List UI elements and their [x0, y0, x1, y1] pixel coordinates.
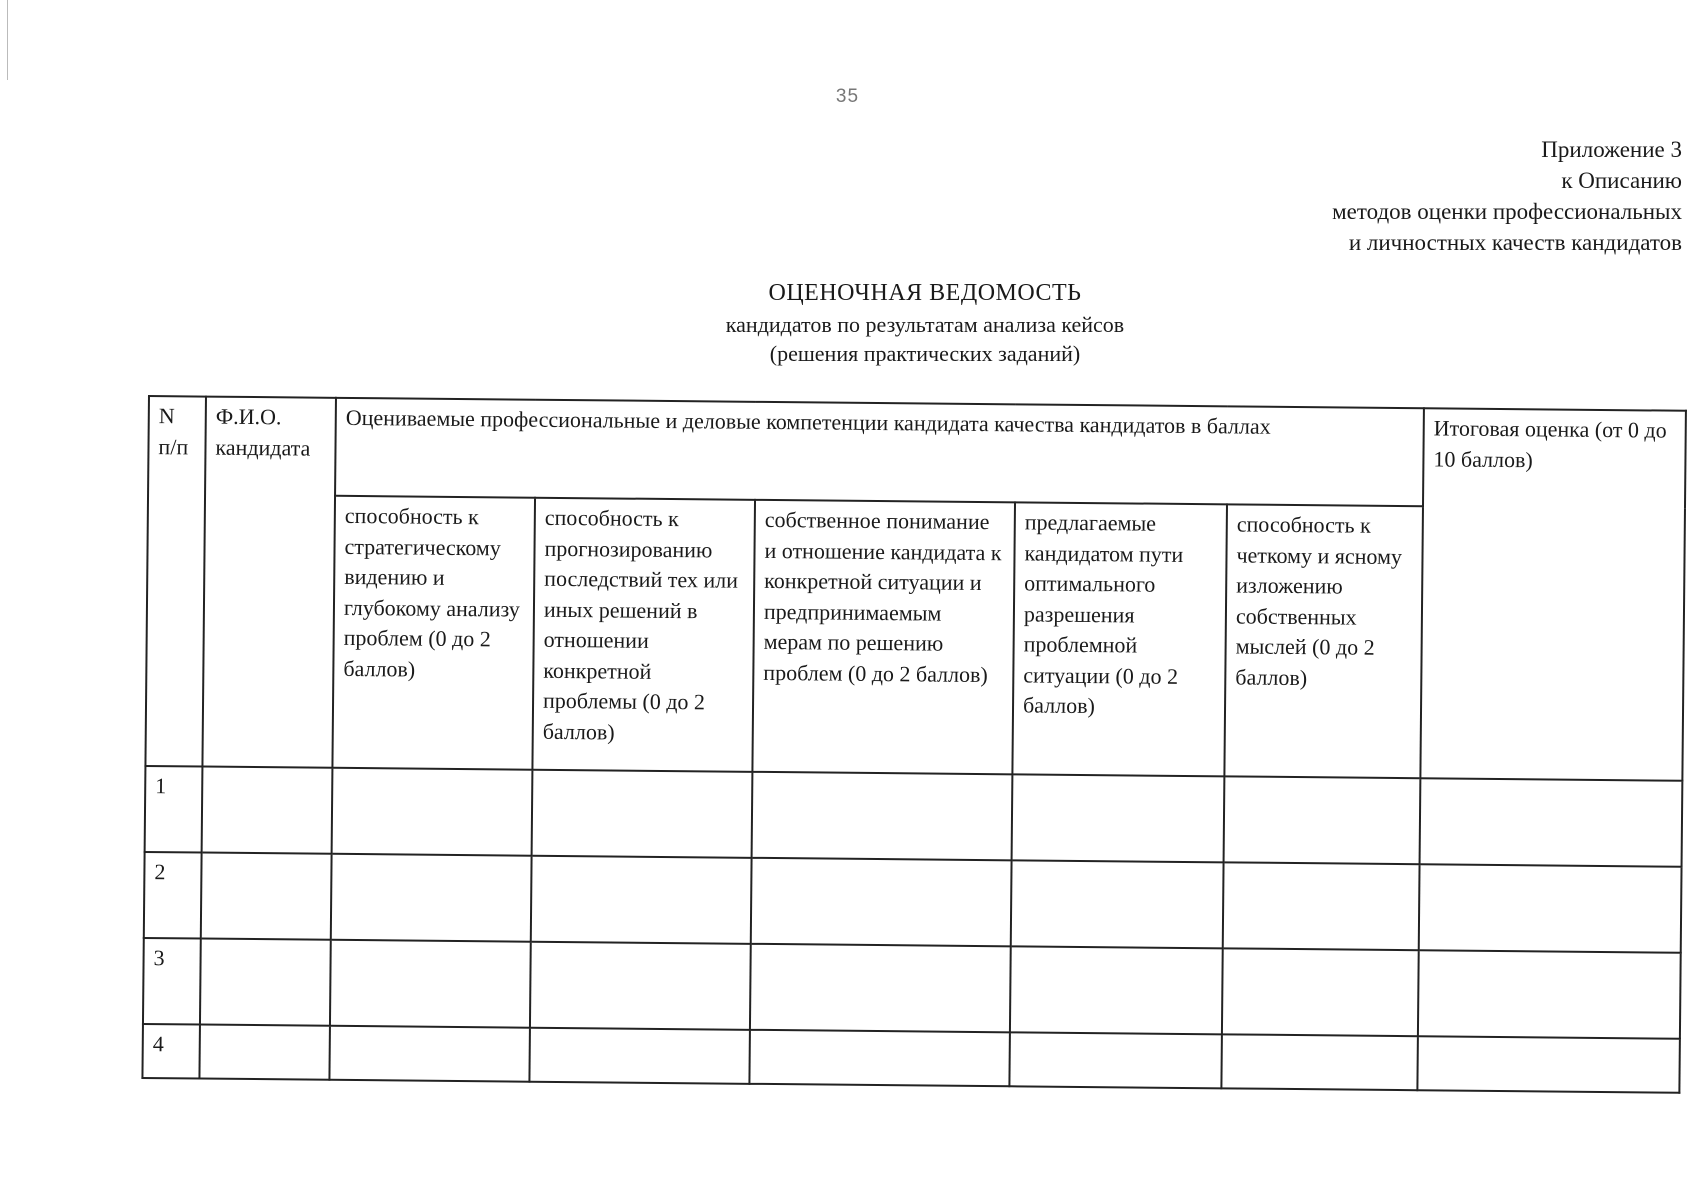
header-criterion-forecasting: способность к прогнозированию последствий тех или иных решений в отношении конкретной проблемы (0 до 2 баллов) [532, 498, 755, 772]
cell-score [331, 854, 532, 942]
cell-score [329, 1026, 530, 1082]
cell-score [330, 940, 531, 1028]
header-number: N п/п [145, 396, 206, 767]
cell-total-score [1420, 778, 1683, 867]
cell-candidate-name [202, 767, 333, 854]
appendix-reference [1332, 134, 1682, 258]
row-number: 1 [145, 766, 203, 853]
cell-total-score [1417, 1036, 1680, 1093]
scan-edge-line [7, 0, 8, 80]
assessment-table [141, 395, 1686, 1094]
header-criterion-proposed-solutions: предлагаемые кандидатом пути оптимального разрешения проблемной ситуации (0 до 2 баллов) [1012, 502, 1227, 776]
cell-score [531, 856, 752, 944]
assessment-sheet [141, 395, 1686, 1094]
row-number: 3 [143, 938, 201, 1025]
row-number: 2 [144, 852, 202, 939]
cell-score [1223, 862, 1420, 950]
cell-score [751, 858, 1012, 946]
document-heading [0, 276, 1695, 368]
cell-score [750, 944, 1011, 1032]
cell-score [1012, 774, 1225, 862]
table-row [145, 766, 1683, 867]
cell-score [752, 772, 1013, 860]
cell-score [1009, 1032, 1222, 1088]
cell-score [1224, 776, 1421, 864]
cell-score [1222, 948, 1419, 1036]
page-number: 35 [835, 86, 860, 107]
cell-score [530, 942, 751, 1030]
row-number: 4 [142, 1024, 200, 1079]
appendix-line: методов оценки профессиональных [1332, 199, 1682, 224]
document-subtitle: (решения практических заданий) [769, 341, 1081, 366]
document-title: ОЦЕНОЧНАЯ ВЕДОМОСТЬ [768, 280, 1082, 306]
cell-score [332, 768, 533, 856]
appendix-line: и личностных качеств кандидатов [1348, 230, 1682, 255]
cell-score [1221, 1034, 1418, 1090]
cell-score [532, 770, 753, 858]
header-competencies-group: Оцениваемые профессиональные и деловые компетенции кандидата качества кандидатов в баллах [335, 398, 1424, 506]
header-criterion-strategic-vision: способность к стратегическому видению и глубокому анализу проблем (0 до 2 баллов) [332, 496, 535, 770]
appendix-line: к Описанию [1561, 168, 1682, 193]
cell-total-score [1419, 864, 1682, 953]
cell-score [1010, 946, 1223, 1034]
header-criterion-own-understanding: собственное понимание и отношение кандидата к конкретной ситуации и предпринимаемым мерам по решению проблем (0 до 2 баллов) [752, 500, 1015, 774]
header-total-score: Итоговая оценка (от 0 до 10 баллов) [1420, 408, 1686, 780]
cell-total-score [1418, 950, 1681, 1039]
document-subtitle: кандидатов по результатам анализа кейсов [725, 312, 1125, 337]
cell-score [1011, 860, 1224, 948]
cell-candidate-name [200, 939, 331, 1026]
table-row [143, 938, 1681, 1039]
header-candidate-name: Ф.И.О. кандидата [202, 397, 336, 768]
cell-candidate-name [201, 853, 332, 940]
table-row [144, 852, 1682, 953]
appendix-line: Приложение 3 [1541, 137, 1682, 162]
cell-candidate-name [199, 1025, 330, 1080]
cell-score [529, 1028, 750, 1084]
cell-score [749, 1030, 1010, 1086]
header-criterion-clear-expression: способность к четкому и ясному изложению собственных мыслей (0 до 2 баллов) [1224, 504, 1423, 778]
